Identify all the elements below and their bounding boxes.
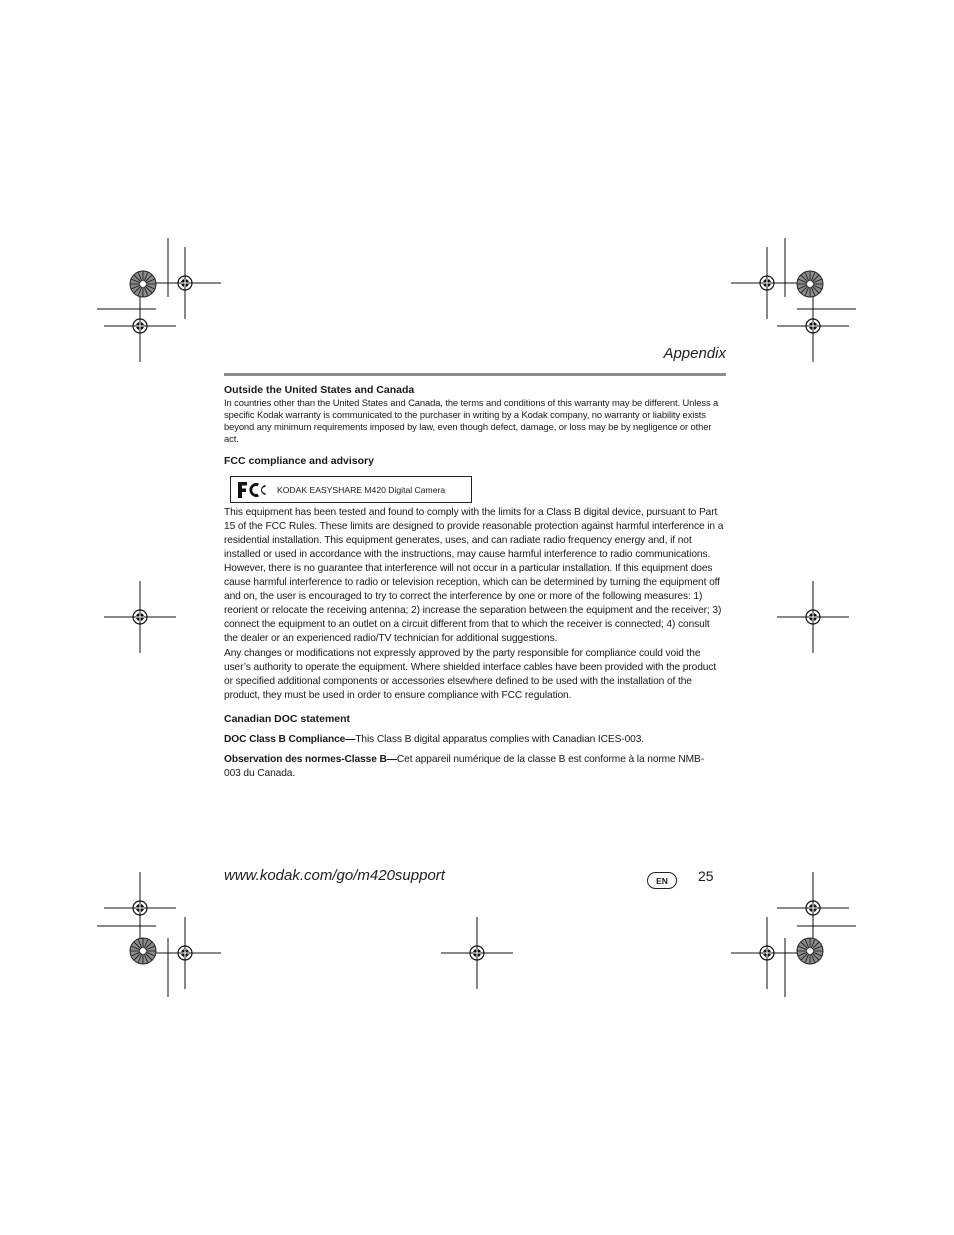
fcc-paragraph-1: This equipment has been tested and found to comply with the limits for a Class B digital device, pursuant to Part 15 of the FCC Rules. These limits are designed to provide reasonable protection against harmful interference in a residential installation. This equipment generates, uses, and can radiate radio frequency energy and, if not installed or used in accordance with the instructions, may cause harmful interference to radio communications. However, there is no guarantee that interference will not occur in a particular installation. If this equipment does cause harmful interference to radio or television reception, which can be determined by turning the equipment off and on, the user is encouraged to try to correct the interference by one or more of the following measures: 1) reorient or relocate the receiving antenna; 2) increase the separation between the equipment and the receiver; 3) connect the equipment to an outlet on a circuit different from that to which the receiver is connected; 4) consult the dealer or an experienced radio/TV technician for additional suggestions. xyxy=(224,507,724,644)
canada-heading: Canadian DOC statement xyxy=(224,713,351,725)
fcc-paragraph-2: Any changes or modifications not expressly approved by the party responsible for compliance could void the user’s authority to operate the equipment. Where shielded interface cables have been provided with the product or specified additional components or accessories elsewhere defined to be used with the installation of the product, they must be used in order to ensure compliance with FCC regulation. xyxy=(224,648,717,701)
language-badge: EN xyxy=(647,872,677,889)
doc-compliance-lead: DOC Class B Compliance— xyxy=(224,734,356,745)
warranty-text: In countries other than the United States and Canada, the terms and conditions of this warranty may be different. Unless a specific Kodak warranty is communicated to the purchaser in writing by a Kodak company, no warranty or liability exists beyond any minimum requirements imposed by law, even though defect, damage, or loss may be by negligence or other act. xyxy=(224,397,719,444)
support-url[interactable]: www.kodak.com/go/m420support xyxy=(224,867,445,884)
header-rule xyxy=(224,373,726,376)
warranty-heading: Outside the United States and Canada xyxy=(224,384,415,396)
fcc-camera-label: KODAK EASYSHARE M420 Digital Camera xyxy=(277,484,446,495)
fcc-logo-icon xyxy=(237,480,267,500)
observation-body: Cet appareil numérique de la classe B est conforme à la norme NMB-003 du Canada. xyxy=(224,754,704,779)
fcc-label-box xyxy=(230,476,472,503)
observation-text xyxy=(224,753,704,781)
doc-compliance-text xyxy=(224,733,726,747)
page-number: 25 xyxy=(698,868,714,884)
page-content xyxy=(224,383,726,781)
observation-lead: Observation des normes-Classe B— xyxy=(224,754,397,765)
doc-compliance-body: This Class B digital apparatus complies with Canadian ICES-003. xyxy=(355,734,645,745)
fcc-heading: FCC compliance and advisory xyxy=(224,455,374,467)
section-title: Appendix xyxy=(663,345,726,362)
